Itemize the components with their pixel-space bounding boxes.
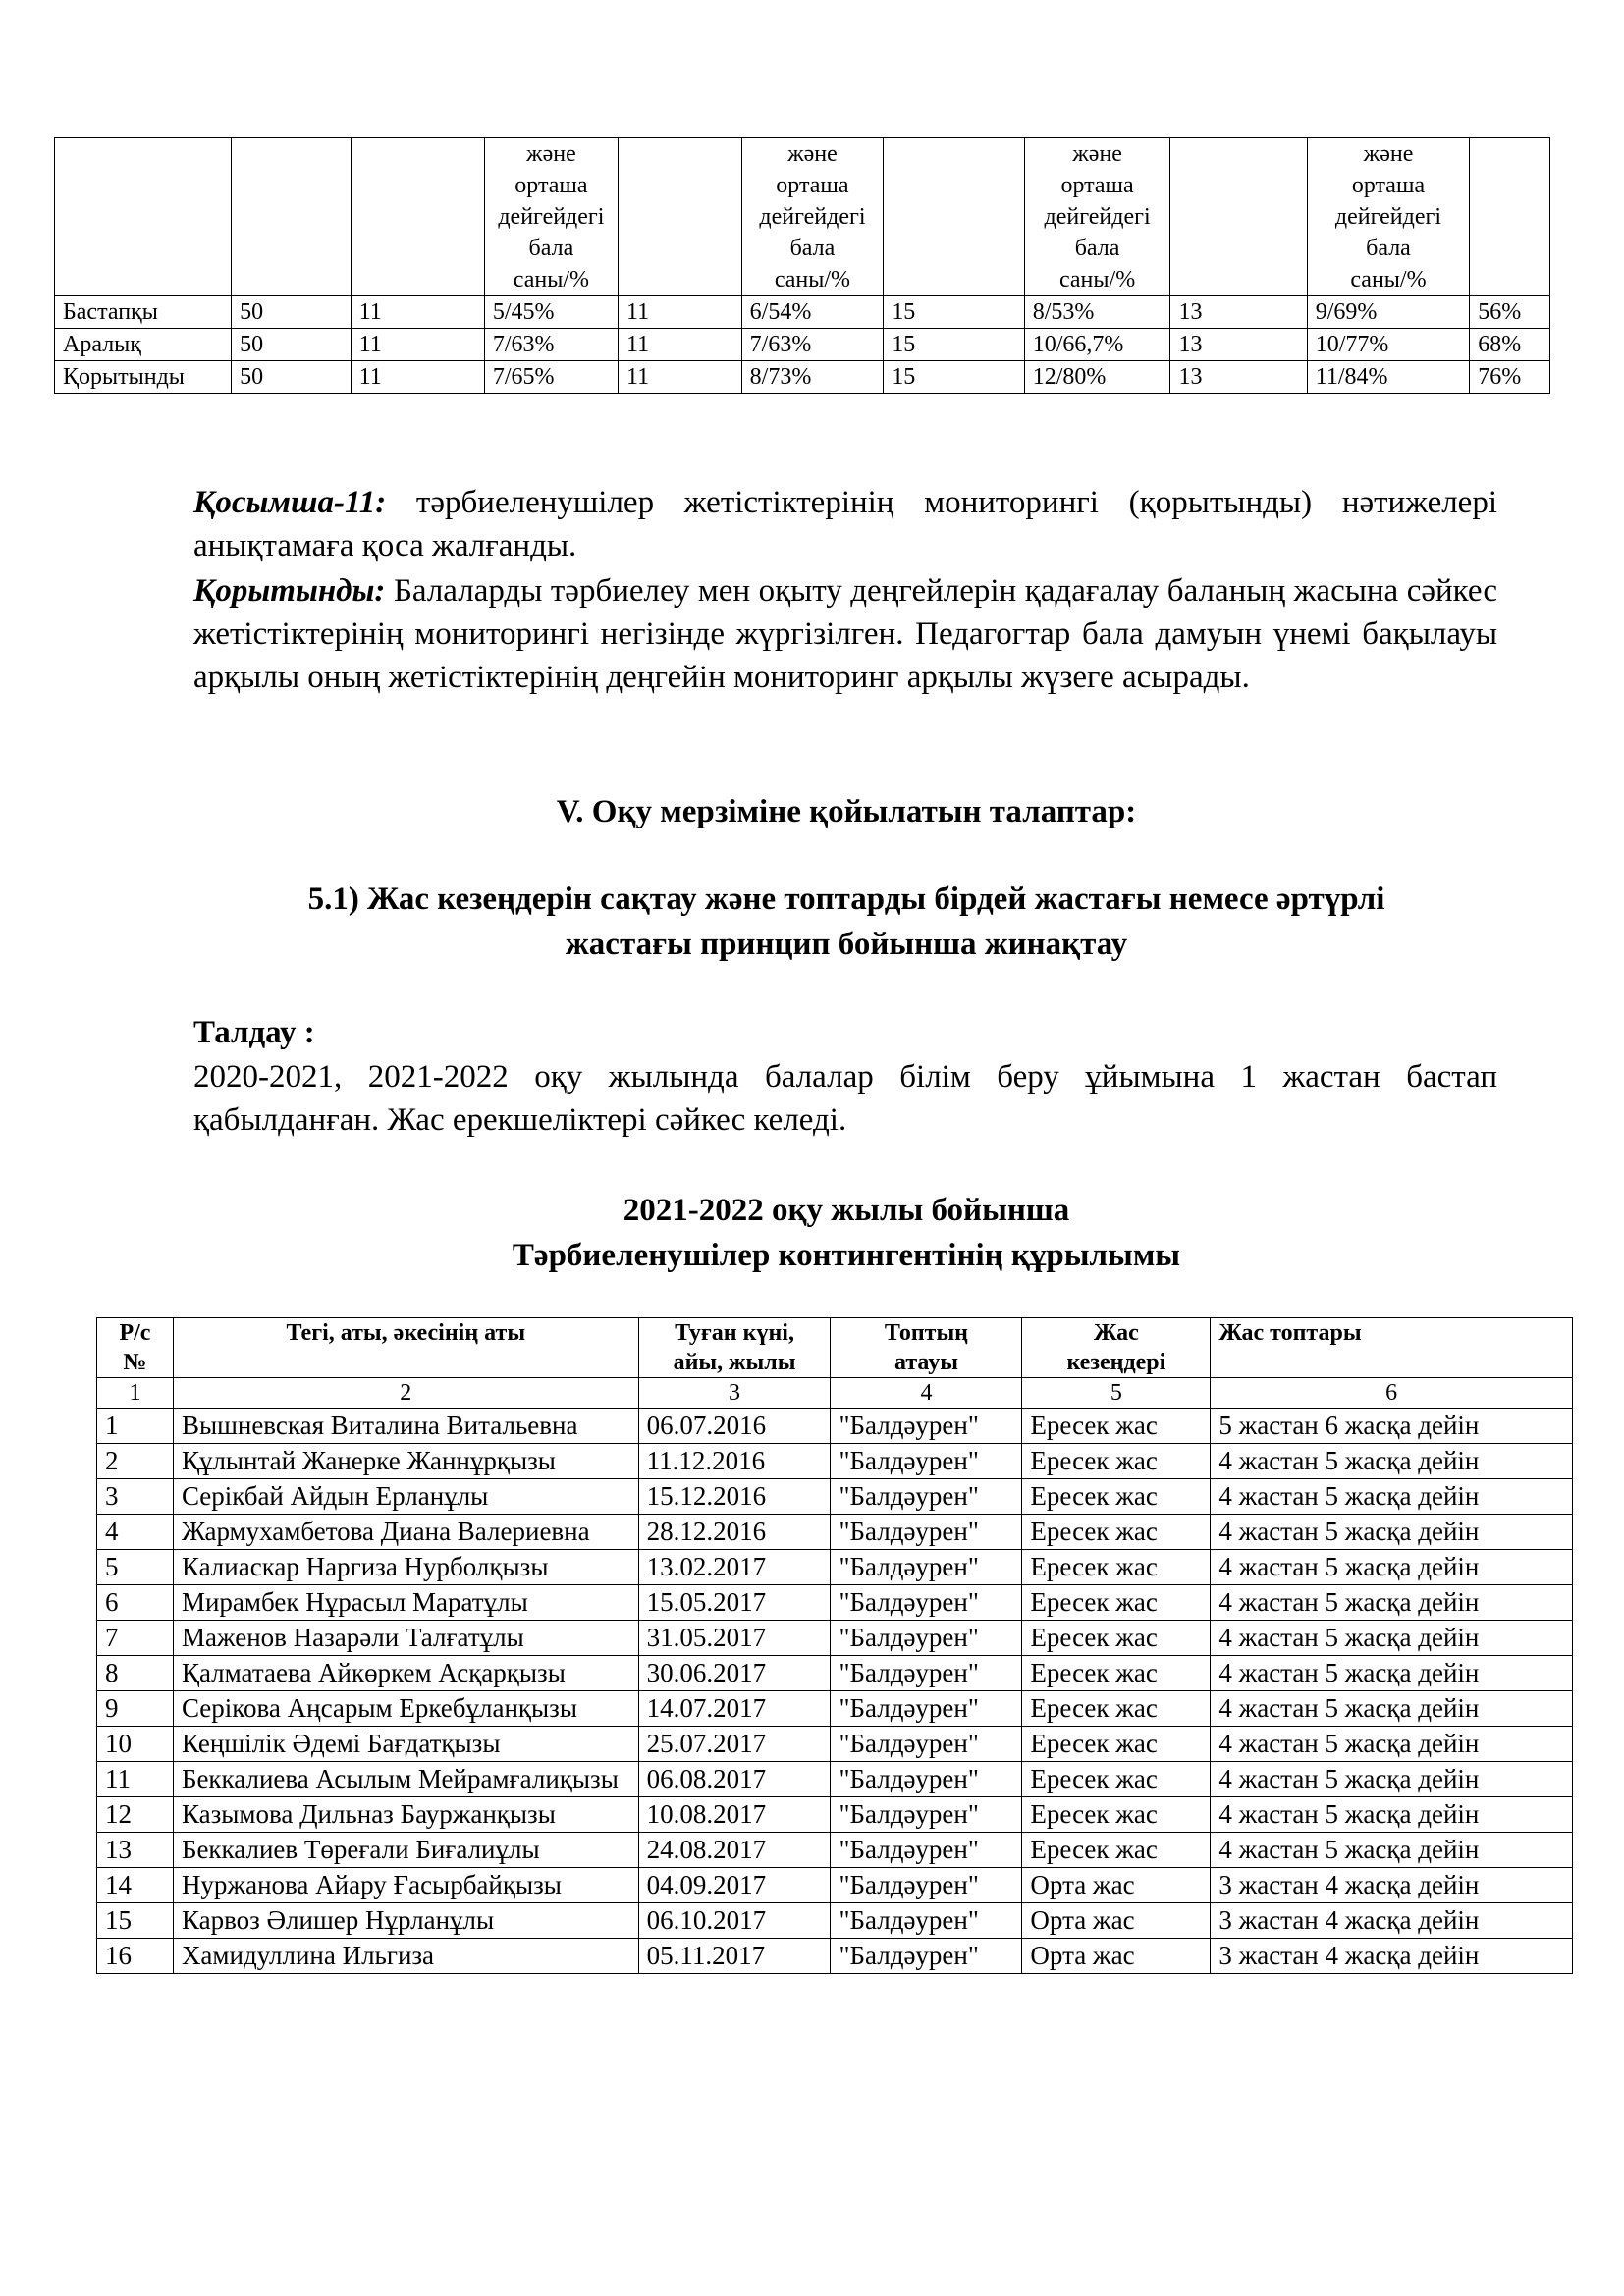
cell-group: "Балдәурен" [831, 1762, 1022, 1797]
cell-n: 1 [97, 1409, 174, 1444]
cell-age: 4 жастан 5 жасқа дейін [1211, 1585, 1573, 1621]
table-row [97, 1479, 1573, 1515]
table-row [97, 1762, 1573, 1797]
row-label: Аралық [55, 329, 232, 361]
children-contingent-table [96, 1317, 1573, 1974]
cell-name: Хамидуллина Ильгиза [173, 1939, 638, 1974]
cell-age: 4 жастан 5 жасқа дейін [1211, 1691, 1573, 1727]
cell-age: 4 жастан 5 жасқа дейін [1211, 1515, 1573, 1550]
cell-date: 04.09.2017 [638, 1868, 831, 1903]
cell-group: "Балдәурен" [831, 1833, 1022, 1868]
cell-name: Құлынтай Жанерке Жаннұрқызы [173, 1444, 638, 1479]
cell-date: 06.08.2017 [638, 1762, 831, 1797]
cell-name: Серікова Аңсарым Еркебұланқызы [173, 1691, 638, 1727]
cell-stage: Ересек жас [1022, 1585, 1211, 1621]
cell-name: Маженов Назарәли Талғатұлы [173, 1621, 638, 1656]
cell-n: 11 [97, 1762, 174, 1797]
table-row [97, 1656, 1573, 1691]
header-cell-continued: және орташа дейгейдегі бала саны/% [1307, 138, 1469, 296]
table-header-row [97, 1318, 1573, 1378]
cell-stage: Орта жас [1022, 1868, 1211, 1903]
header-cell-continued: және орташа дейгейдегі бала саны/% [1024, 138, 1170, 296]
cell-n: 12 [97, 1797, 174, 1833]
cell-stage: Ересек жас [1022, 1727, 1211, 1762]
conclusion-label: Қорытынды: [193, 573, 386, 609]
cell-stage: Ересек жас [1022, 1479, 1211, 1515]
cell-stage: Ересек жас [1022, 1621, 1211, 1656]
header-group: Топтың атауы [831, 1318, 1022, 1378]
cell-n: 13 [97, 1833, 174, 1868]
table-row [97, 1691, 1573, 1727]
cell-n: 16 [97, 1939, 174, 1974]
cell-n: 15 [97, 1903, 174, 1939]
cell-group: "Балдәурен" [831, 1868, 1022, 1903]
cell-date: 06.10.2017 [638, 1903, 831, 1939]
cell-stage: Ересек жас [1022, 1797, 1211, 1833]
cell-date: 28.12.2016 [638, 1515, 831, 1550]
cell-group: "Балдәурен" [831, 1409, 1022, 1444]
analysis-text: 2020-2021, 2021-2022 оқу жылында балалар білім беру ұйымына 1 жастан бастап қабылданған. Жас ерекшеліктері сәйкес келеді. [193, 1059, 1497, 1138]
row-label: Бастапқы [55, 296, 232, 329]
header-number: Р/с № [97, 1318, 174, 1378]
cell-stage: Орта жас [1022, 1903, 1211, 1939]
cell-group: "Балдәурен" [831, 1797, 1022, 1833]
cell-name: Кеңшілік Әдемі Бағдатқызы [173, 1727, 638, 1762]
cell-group: "Балдәурен" [831, 1585, 1022, 1621]
cell-n: 9 [97, 1691, 174, 1727]
column-number-row: 1 2 3 4 5 6 [97, 1378, 1573, 1409]
table-row: Қорытынды 50 11 7/65% 11 8/73% 15 12/80% 13 11/84% 76% [55, 361, 1550, 394]
cell-group: "Балдәурен" [831, 1550, 1022, 1585]
cell-group: "Балдәурен" [831, 1515, 1022, 1550]
cell-stage: Ересек жас [1022, 1691, 1211, 1727]
conclusion-text: Балаларды тәрбиелеу мен оқыту деңгейлерін қадағалау баланың жасына сәйкес жетістіктерінің мониторингі негізінде жүргізілген. Педагогтар бала дамуын үнемі бақылауы арқылы оның жетістіктерінің деңгейін мониторинг арқылы жүзеге асырады. [193, 573, 1497, 695]
subsection-title: 5.1) Жас кезеңдерін сақтау және топтарды бірдей жастағы немесе әртүрлі жастағы принцип бойынша жинақтау [307, 881, 1385, 962]
cell-name: Мирамбек Нұрасыл Маратұлы [173, 1585, 638, 1621]
cell-date: 13.02.2017 [638, 1550, 831, 1585]
header-cell-continued: және орташа дейгейдегі бала саны/% [484, 138, 618, 296]
cell-n: 10 [97, 1727, 174, 1762]
table-row: Аралық 50 11 7/63% 11 7/63% 15 10/66,7% 13 10/77% 68% [55, 329, 1550, 361]
table-row [97, 1515, 1573, 1550]
cell-age: 5 жастан 6 жасқа дейін [1211, 1409, 1573, 1444]
row-label: Қорытынды [55, 361, 232, 394]
cell-name: Калиаскар Наргиза Нурболқызы [173, 1550, 638, 1585]
table-row [97, 1903, 1573, 1939]
cell-age: 4 жастан 5 жасқа дейін [1211, 1797, 1573, 1833]
cell-date: 14.07.2017 [638, 1691, 831, 1727]
cell-n: 2 [97, 1444, 174, 1479]
appendix-paragraph [193, 481, 1497, 567]
cell-name: Карвоз Әлишер Нұрланұлы [173, 1903, 638, 1939]
table-row [97, 1444, 1573, 1479]
cell-age: 4 жастан 5 жасқа дейін [1211, 1727, 1573, 1762]
cell-n: 8 [97, 1656, 174, 1691]
cell-age: 4 жастан 5 жасқа дейін [1211, 1621, 1573, 1656]
cell-group: "Балдәурен" [831, 1727, 1022, 1762]
cell-group: "Балдәурен" [831, 1656, 1022, 1691]
header-age-group: Жас топтары [1211, 1318, 1573, 1378]
cell-age: 3 жастан 4 жасқа дейін [1211, 1903, 1573, 1939]
cell-date: 15.12.2016 [638, 1479, 831, 1515]
table-row [97, 1727, 1573, 1762]
table-row [97, 1833, 1573, 1868]
cell-date: 25.07.2017 [638, 1727, 831, 1762]
cell-name: Қалматаева Айкөркем Асқарқызы [173, 1656, 638, 1691]
cell-date: 30.06.2017 [638, 1656, 831, 1691]
monitoring-results-table [54, 137, 1550, 394]
header-age-stage: Жас кезеңдері [1022, 1318, 1211, 1378]
cell-age: 4 жастан 5 жасқа дейін [1211, 1444, 1573, 1479]
cell-age: 4 жастан 5 жасқа дейін [1211, 1656, 1573, 1691]
table-row [97, 1409, 1573, 1444]
cell-group: "Балдәурен" [831, 1903, 1022, 1939]
cell-name: Жармухамбетова Диана Валериевна [173, 1515, 638, 1550]
cell-stage: Ересек жас [1022, 1762, 1211, 1797]
section-title: V. Оқу мерзіміне қойылатын талаптар: [556, 794, 1137, 829]
cell-n: 7 [97, 1621, 174, 1656]
cell-name: Серікбай Айдын Ерланұлы [173, 1479, 638, 1515]
header-name: Тегі, аты, әкесінің аты [173, 1318, 638, 1378]
cell-name: Беккалиева Асылым Мейрамғалиқызы [173, 1762, 638, 1797]
table-title: 2021-2022 оқу жылы бойынша Тәрбиеленушілер контингентінің құрылымы [512, 1193, 1181, 1273]
cell-age: 4 жастан 5 жасқа дейін [1211, 1550, 1573, 1585]
analysis-label: Талдау : [193, 1015, 315, 1050]
cell-name: Беккалиев Төреғали Биғалиұлы [173, 1833, 638, 1868]
cell-date: 15.05.2017 [638, 1585, 831, 1621]
cell-age: 3 жастан 4 жасқа дейін [1211, 1868, 1573, 1903]
table-row [97, 1797, 1573, 1833]
cell-group: "Балдәурен" [831, 1444, 1022, 1479]
cell-group: "Балдәурен" [831, 1621, 1022, 1656]
cell-n: 4 [97, 1515, 174, 1550]
cell-group: "Балдәурен" [831, 1939, 1022, 1974]
cell-name: Казымова Дильназ Бауржанқызы [173, 1797, 638, 1833]
appendix-text: тәрбиеленушілер жетістіктерінің мониторингі (қорытынды) нәтижелері анықтамаға қоса жалғанды. [193, 485, 1497, 563]
cell-name: Вышневская Виталина Витальевна [173, 1409, 638, 1444]
children-table-body [97, 1409, 1573, 1974]
table-row [97, 1621, 1573, 1656]
cell-date: 06.07.2016 [638, 1409, 831, 1444]
cell-date: 24.08.2017 [638, 1833, 831, 1868]
cell-n: 6 [97, 1585, 174, 1621]
cell-stage: Ересек жас [1022, 1515, 1211, 1550]
cell-date: 05.11.2017 [638, 1939, 831, 1974]
cell-stage: Ересек жас [1022, 1656, 1211, 1691]
cell-stage: Орта жас [1022, 1939, 1211, 1974]
table-row [97, 1585, 1573, 1621]
cell-group: "Балдәурен" [831, 1479, 1022, 1515]
cell-date: 11.12.2016 [638, 1444, 831, 1479]
cell-age: 4 жастан 5 жасқа дейін [1211, 1479, 1573, 1515]
header-birthdate: Туған күні, айы, жылы [638, 1318, 831, 1378]
cell-stage: Ересек жас [1022, 1833, 1211, 1868]
appendix-label: Қосымша-11: [193, 485, 387, 520]
cell-date: 31.05.2017 [638, 1621, 831, 1656]
cell-stage: Ересек жас [1022, 1550, 1211, 1585]
cell-group: "Балдәурен" [831, 1691, 1022, 1727]
cell-date: 10.08.2017 [638, 1797, 831, 1833]
cell-n: 14 [97, 1868, 174, 1903]
cell-age: 3 жастан 4 жасқа дейін [1211, 1939, 1573, 1974]
cell-name: Нуржанова Айару Ғасырбайқызы [173, 1868, 638, 1903]
table-row [97, 1868, 1573, 1903]
cell-n: 5 [97, 1550, 174, 1585]
table-header-continuation-row [55, 138, 1550, 296]
conclusion-paragraph [193, 569, 1497, 699]
cell-age: 4 жастан 5 жасқа дейін [1211, 1833, 1573, 1868]
table-row: Бастапқы 50 11 5/45% 11 6/54% 15 8/53% 13 9/69% 56% [55, 296, 1550, 329]
cell-n: 3 [97, 1479, 174, 1515]
table-row [97, 1939, 1573, 1974]
cell-age: 4 жастан 5 жасқа дейін [1211, 1762, 1573, 1797]
cell-stage: Ересек жас [1022, 1444, 1211, 1479]
header-cell-continued: және орташа дейгейдегі бала саны/% [741, 138, 884, 296]
table-row [97, 1550, 1573, 1585]
cell-stage: Ересек жас [1022, 1409, 1211, 1444]
